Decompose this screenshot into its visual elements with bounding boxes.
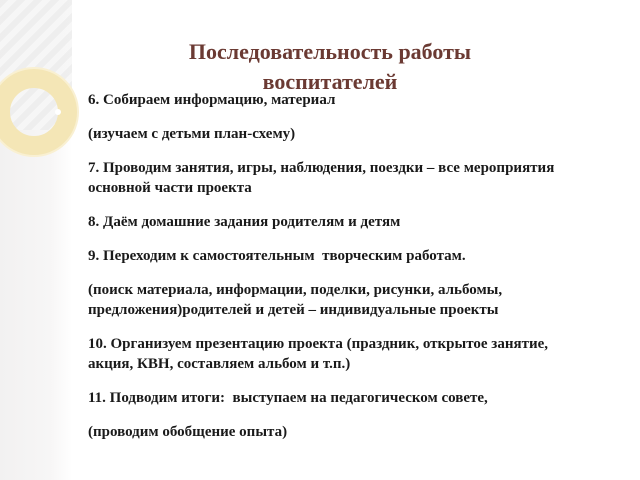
slide-title: Последовательность работы воспитателей xyxy=(188,39,472,94)
list-item-11-note: (проводим обобщение опыта) xyxy=(88,424,288,440)
list-item-8: 8. Даём домашние задания родителям и детям xyxy=(88,214,401,230)
list-item-11: 11. Подводим итоги: выступаем на педагогическом совете, xyxy=(88,390,488,406)
list-item-9-note: (поиск материала, информации, поделки, рисунки, альбомы, предложения)родителей и детей – индивидуальные проекты xyxy=(88,282,506,318)
list-item-6-note: (изучаем с детьми план-схему) xyxy=(88,126,296,142)
list-item-7: 7. Проводим занятия, игры, наблюдения, поездки – все мероприятия основной части проекта xyxy=(88,160,559,196)
list-item-9: 9. Переходим к самостоятельным творческим работам. xyxy=(88,248,466,264)
list-item-10: 10. Организуем презентацию проекта (праздник, открытое занятие, акция, КВН, составляем альбом и т.п.) xyxy=(88,336,552,372)
slide-content xyxy=(88,90,588,456)
decorative-ring-icon xyxy=(0,0,90,200)
list-item-6: 6. Собираем информацию, материал xyxy=(88,92,336,108)
